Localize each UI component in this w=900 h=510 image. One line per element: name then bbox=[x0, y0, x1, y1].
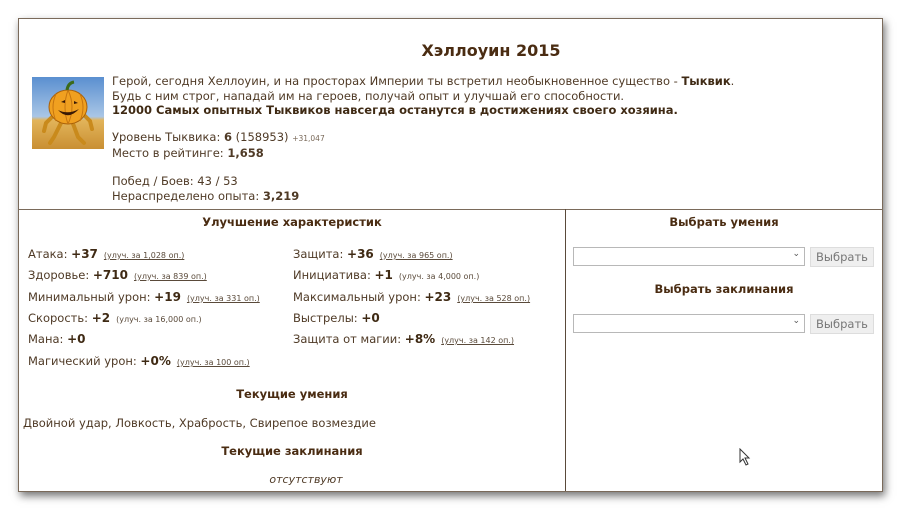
choose-spell-button[interactable]: Выбрать bbox=[810, 314, 874, 334]
stat-label: Атака: bbox=[28, 247, 72, 261]
spells-heading: Текущие заклинания bbox=[221, 444, 363, 458]
spells-select[interactable] bbox=[573, 314, 805, 333]
upgrade-text: (улуч. за 4,000 оп.) bbox=[398, 272, 480, 281]
upgrade-link[interactable]: (улуч. за 331 оп.) bbox=[186, 294, 260, 303]
level-value: 6 bbox=[223, 130, 232, 144]
stat-row bbox=[28, 247, 184, 261]
level-gain: +31,047 bbox=[292, 134, 325, 143]
stat-label: Защита: bbox=[293, 247, 348, 261]
stat-label: Минимальный урон: bbox=[28, 290, 155, 304]
stat-label: Магический урон: bbox=[28, 354, 141, 368]
stat-row bbox=[293, 247, 453, 261]
stat-row bbox=[28, 332, 85, 346]
halloween-panel bbox=[18, 18, 883, 492]
stat-value: +1 bbox=[374, 268, 393, 282]
stat-value: +2 bbox=[91, 311, 111, 325]
pet-name: Тыквик bbox=[681, 74, 731, 88]
unspent-value: 3,219 bbox=[262, 189, 300, 203]
skills-list: Двойной удар, Ловкость, Храбрость, Свирепое возмездие bbox=[23, 416, 376, 430]
wins-battles: Побед / Боев: 43 / 53 bbox=[112, 174, 238, 188]
spells-list: отсутствуют bbox=[269, 473, 343, 486]
upgrade-link[interactable]: (улуч. за 965 оп.) bbox=[379, 251, 453, 260]
pumpkin-avatar bbox=[32, 77, 104, 149]
mouse-cursor-icon bbox=[739, 448, 751, 466]
upgrade-link[interactable]: (улуч. за 1,028 оп.) bbox=[103, 251, 185, 260]
stat-row bbox=[28, 354, 250, 368]
divider-vertical bbox=[565, 209, 566, 491]
stat-value: +36 bbox=[347, 247, 374, 261]
stat-row bbox=[293, 268, 479, 282]
stat-value: +0% bbox=[140, 354, 171, 368]
unspent-label: Нераспределено опыта: bbox=[112, 189, 263, 203]
stat-row bbox=[293, 332, 514, 346]
stat-row bbox=[28, 290, 260, 304]
stat-row bbox=[28, 311, 202, 325]
choose-skill-button[interactable]: Выбрать bbox=[810, 247, 874, 267]
intro-line-1: Герой, сегодня Хеллоуин, и на просторах Империи ты встретил необыкновенное существо - bbox=[112, 74, 682, 88]
upgrade-link[interactable]: (улуч. за 528 оп.) bbox=[457, 294, 531, 303]
upgrade-text: (улуч. за 16,000 оп.) bbox=[116, 315, 202, 324]
intro-text bbox=[112, 74, 734, 118]
intro-line-2: Будь с ним строг, нападай им на героев, получай опыт и улучшай его способности. bbox=[112, 88, 625, 103]
stat-label: Максимальный урон: bbox=[293, 290, 425, 304]
chevron-down-icon: ⌄ bbox=[792, 316, 800, 326]
page-title: Хэллоуин 2015 bbox=[421, 41, 561, 60]
intro-line-1-end: . bbox=[730, 74, 735, 88]
stat-label: Защита от магии: bbox=[293, 332, 405, 346]
level-info bbox=[112, 130, 325, 161]
chevron-down-icon: ⌄ bbox=[792, 249, 800, 259]
intro-line-3: 12000 Самых опытных Тыквиков навсегда останутся в достижениях своего хозяина. bbox=[112, 103, 678, 117]
stat-value: +19 bbox=[154, 290, 181, 304]
battle-info bbox=[112, 174, 299, 204]
level-exp: (158953) bbox=[232, 130, 293, 144]
stat-label: Скорость: bbox=[28, 311, 92, 325]
stat-label: Инициатива: bbox=[293, 268, 375, 282]
stat-label: Здоровье: bbox=[28, 268, 93, 282]
stat-row bbox=[28, 268, 207, 282]
rank-value: 1,658 bbox=[227, 146, 264, 160]
stat-label: Мана: bbox=[28, 332, 68, 346]
stat-row bbox=[293, 311, 380, 325]
stat-value: +23 bbox=[424, 290, 452, 304]
stat-row bbox=[293, 290, 530, 304]
choose-skills-heading: Выбрать умения bbox=[669, 215, 779, 229]
stat-value: +0 bbox=[361, 311, 380, 325]
stat-value: +710 bbox=[92, 268, 128, 282]
skills-heading: Текущие умения bbox=[236, 387, 348, 401]
upgrade-link[interactable]: (улуч. за 142 оп.) bbox=[441, 336, 515, 345]
stat-value: +0 bbox=[67, 332, 86, 346]
stats-heading: Улучшение характеристик bbox=[202, 215, 382, 229]
upgrade-link[interactable]: (улуч. за 100 оп.) bbox=[176, 358, 250, 367]
skills-select[interactable] bbox=[573, 247, 805, 266]
choose-spells-heading: Выбрать заклинания bbox=[654, 282, 794, 296]
rank-label: Место в рейтинге: bbox=[112, 146, 228, 160]
stat-label: Выстрелы: bbox=[293, 311, 362, 325]
stat-value: +8% bbox=[404, 332, 436, 346]
upgrade-link[interactable]: (улуч. за 839 оп.) bbox=[133, 272, 207, 281]
stat-value: +37 bbox=[71, 247, 98, 261]
level-label: Уровень Тыквика: bbox=[112, 130, 224, 144]
divider-horizontal bbox=[19, 209, 882, 210]
